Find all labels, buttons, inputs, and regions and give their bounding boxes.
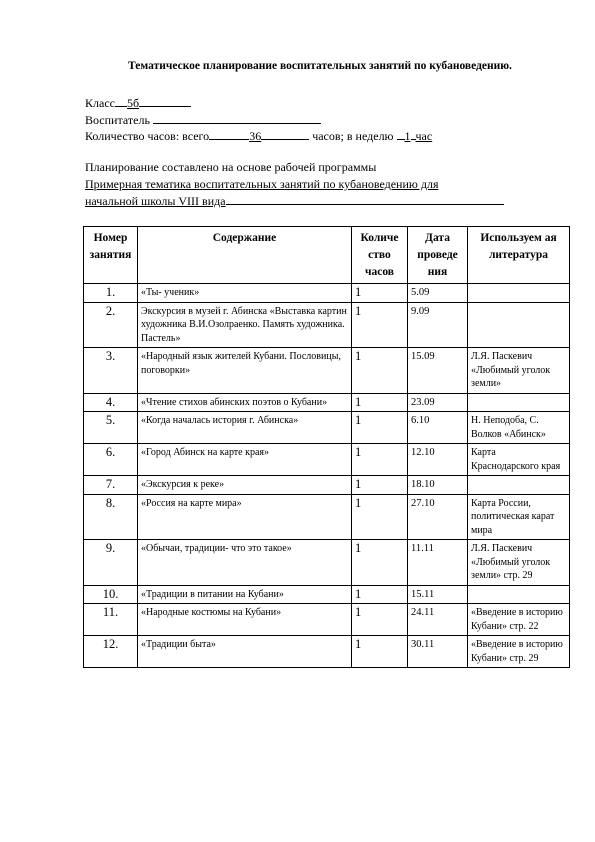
row-number: 6. (84, 444, 138, 476)
row-date: 23.09 (408, 393, 468, 412)
row-hours: 1 (352, 476, 408, 495)
row-hours: 1 (352, 284, 408, 303)
row-date: 15.09 (408, 348, 468, 394)
row-literature: Л.Я. Паскевич «Любимый уголок земли» (468, 348, 570, 394)
hours-total: 36 (249, 129, 262, 143)
basis-line: Планирование составлено на основе рабочей программы (85, 160, 377, 174)
row-hours: 1 (352, 585, 408, 604)
program-line-1: Примерная тематика воспитательных занятий по кубановедению для (85, 177, 439, 191)
row-content: «Город Абинск на карте края» (138, 444, 352, 476)
row-literature (468, 476, 570, 495)
header-hours: Количе ство часов (352, 227, 408, 284)
row-content: «Обычаи, традиции- что это такое» (138, 540, 352, 586)
page-title: Тематическое планирование воспитательных занятий по кубановедению. (128, 60, 512, 72)
row-literature: «Введение в историю Кубани» стр. 22 (468, 604, 570, 636)
hours-unit: час (415, 129, 433, 143)
row-number: 12. (84, 636, 138, 668)
hours-line (85, 128, 432, 144)
hours-week-label: часов; в неделю (312, 129, 394, 143)
row-number: 4. (84, 393, 138, 412)
row-content: Экскурсия в музей г. Абинска «Выставка картин художника В.И.Озолраенко. Память художника. Пастель» (138, 302, 352, 348)
row-date: 12.10 (408, 444, 468, 476)
row-literature: Карта Краснодарского края (468, 444, 570, 476)
class-label: Класс (85, 96, 115, 110)
header-content: Содержание (138, 227, 352, 284)
table-row (84, 476, 570, 495)
table-row (84, 348, 570, 394)
lesson-plan-table (83, 226, 570, 668)
row-literature: Н. Неподоба, С. Волков «Абинск» (468, 412, 570, 444)
row-number: 11. (84, 604, 138, 636)
row-date: 5.09 (408, 284, 468, 303)
row-number: 5. (84, 412, 138, 444)
row-number: 10. (84, 585, 138, 604)
row-content: «Экскурсия к реке» (138, 476, 352, 495)
header-number: Номер занятия (84, 227, 138, 284)
row-number: 9. (84, 540, 138, 586)
row-literature (468, 302, 570, 348)
row-content: «Народный язык жителей Кубани. Пословицы, поговорки» (138, 348, 352, 394)
row-literature: Л.Я. Паскевич «Любимый уголок земли» стр. 29 (468, 540, 570, 586)
row-content: «Народные костюмы на Кубани» (138, 604, 352, 636)
row-literature (468, 585, 570, 604)
row-content: «Когда началась история г. Абинска» (138, 412, 352, 444)
row-date: 9.09 (408, 302, 468, 348)
row-hours: 1 (352, 302, 408, 348)
row-number: 7. (84, 476, 138, 495)
row-date: 15.11 (408, 585, 468, 604)
row-date: 11.11 (408, 540, 468, 586)
table-row (84, 585, 570, 604)
row-number: 8. (84, 494, 138, 540)
row-literature: Карта России, политическая карат мира (468, 494, 570, 540)
table-row (84, 636, 570, 668)
table-row (84, 302, 570, 348)
table-row (84, 284, 570, 303)
teacher-line (85, 112, 321, 128)
row-hours: 1 (352, 444, 408, 476)
header-literature: Используем ая литература (468, 227, 570, 284)
row-hours: 1 (352, 393, 408, 412)
table-row (84, 540, 570, 586)
row-number: 2. (84, 302, 138, 348)
row-date: 30.11 (408, 636, 468, 668)
program-line-2 (85, 193, 504, 209)
row-date: 6.10 (408, 412, 468, 444)
row-hours: 1 (352, 412, 408, 444)
class-value: 5б (126, 96, 140, 110)
row-content: «Россия на карте мира» (138, 494, 352, 540)
row-hours: 1 (352, 540, 408, 586)
row-content: «Традиции в питании на Кубани» (138, 585, 352, 604)
table-row (84, 444, 570, 476)
row-number: 1. (84, 284, 138, 303)
header-date: Дата проведе ния (408, 227, 468, 284)
hours-label: Количество часов: всего (85, 129, 210, 143)
row-date: 18.10 (408, 476, 468, 495)
row-hours: 1 (352, 348, 408, 394)
table-row (84, 604, 570, 636)
table-row (84, 494, 570, 540)
row-literature (468, 284, 570, 303)
row-literature (468, 393, 570, 412)
table-row (84, 393, 570, 412)
class-line (85, 95, 191, 111)
row-hours: 1 (352, 494, 408, 540)
row-date: 27.10 (408, 494, 468, 540)
row-literature: «Введение в историю Кубани» стр. 29 (468, 636, 570, 668)
row-hours: 1 (352, 604, 408, 636)
row-content: «Чтение стихов абинских поэтов о Кубани» (138, 393, 352, 412)
row-date: 24.11 (408, 604, 468, 636)
table-header-row (84, 227, 570, 284)
hours-week-value: 1 (404, 129, 411, 143)
row-hours: 1 (352, 636, 408, 668)
program-line-2-text: начальной школы VIII вида (85, 194, 226, 208)
table-row (84, 412, 570, 444)
row-content: «Ты- ученик» (138, 284, 352, 303)
row-number: 3. (84, 348, 138, 394)
teacher-label: Воспитатель (85, 113, 150, 127)
row-content: «Традиции быта» (138, 636, 352, 668)
